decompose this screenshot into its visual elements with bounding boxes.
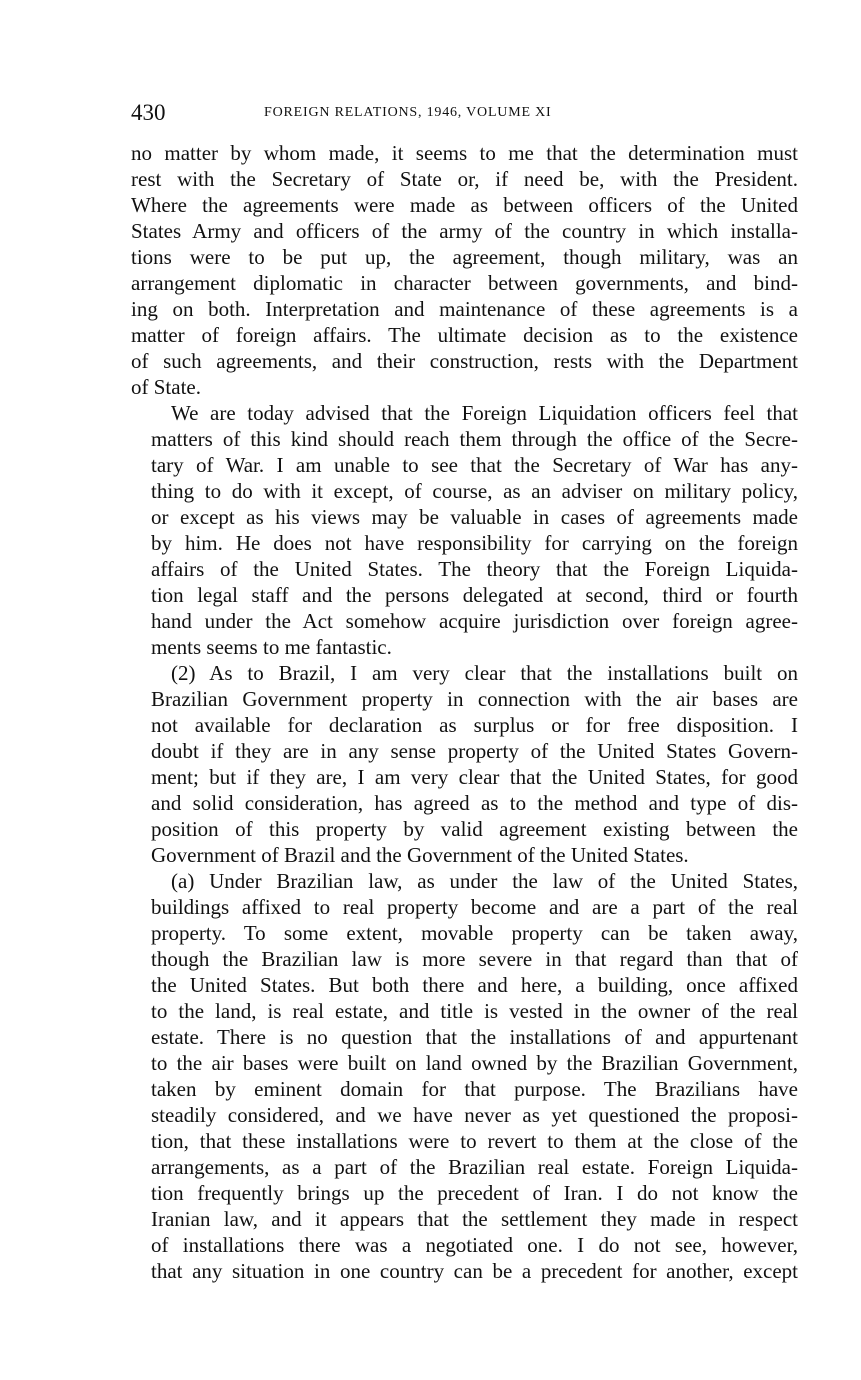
- text-line: no matter by whom made, it seems to me that the determination must: [131, 141, 798, 165]
- text-line: the United States. But both there and here, a building, once affixed: [151, 973, 798, 997]
- text-line: Iranian law, and it appears that the settlement they made in respect: [151, 1207, 798, 1231]
- text-line: tary of War. I am unable to see that the Secretary of War has any-: [151, 453, 798, 477]
- body-text: [131, 140, 798, 1284]
- text-line: (2) As to Brazil, I am very clear that the installations built on: [171, 661, 798, 685]
- text-line: Government of Brazil and the Government of the United States.: [151, 843, 689, 867]
- text-line: matter of foreign affairs. The ultimate decision as to the existence: [131, 323, 798, 347]
- text-line: rest with the Secretary of State or, if need be, with the President.: [131, 167, 798, 191]
- text-line: by him. He does not have responsibility for carrying on the foreign: [151, 531, 798, 555]
- text-line: tions were to be put up, the agreement, though military, was an: [131, 245, 798, 269]
- text-line: affairs of the United States. The theory that the Foreign Liquida-: [151, 557, 798, 581]
- running-title: FOREIGN RELATIONS, 1946, VOLUME XI: [264, 105, 552, 120]
- text-line: of installations there was a negotiated one. I do not see, however,: [151, 1233, 798, 1257]
- paragraph-2: [131, 400, 798, 660]
- text-line: though the Brazilian law is more severe in that regard than that of: [151, 947, 798, 971]
- text-line: tion frequently brings up the precedent of Iran. I do not know the: [151, 1181, 798, 1205]
- text-line: ments seems to me fantastic.: [151, 635, 392, 659]
- paragraph-3: [131, 660, 798, 868]
- document-page: [131, 98, 798, 1284]
- text-line: property. To some extent, movable property can be taken away,: [151, 921, 798, 945]
- text-line: tion, that these installations were to revert to them at the close of the: [151, 1129, 798, 1153]
- text-line: ment; but if they are, I am very clear that the United States, for good: [151, 765, 798, 789]
- page-header: [131, 98, 798, 132]
- text-line: thing to do with it except, of course, as an adviser on military policy,: [151, 479, 798, 503]
- text-line: matters of this kind should reach them through the office of the Secre-: [151, 427, 798, 451]
- text-line: (a) Under Brazilian law, as under the law of the United States,: [171, 869, 798, 893]
- text-line: not available for declaration as surplus or for free disposition. I: [151, 713, 798, 737]
- text-line: buildings affixed to real property become and are a part of the real: [151, 895, 798, 919]
- text-line: estate. There is no question that the installations of and appurtenant: [151, 1025, 798, 1049]
- text-line: of State.: [131, 375, 201, 399]
- text-line: hand under the Act somehow acquire jurisdiction over foreign agree-: [151, 609, 798, 633]
- text-line: to the air bases were built on land owned by the Brazilian Government,: [151, 1051, 798, 1075]
- text-line: and solid consideration, has agreed as to the method and type of dis-: [151, 791, 798, 815]
- text-line: doubt if they are in any sense property of the United States Govern-: [151, 739, 798, 763]
- text-line: Where the agreements were made as between officers of the United: [131, 193, 798, 217]
- text-line: of such agreements, and their construction, rests with the Department: [131, 349, 798, 373]
- text-line: position of this property by valid agreement existing between the: [151, 817, 798, 841]
- text-line: taken by eminent domain for that purpose. The Brazilians have: [151, 1077, 798, 1101]
- page-number: 430: [131, 100, 166, 125]
- text-line: that any situation in one country can be a precedent for another, except: [151, 1259, 798, 1283]
- text-line: to the land, is real estate, and title is vested in the owner of the real: [151, 999, 798, 1023]
- text-line: arrangements, as a part of the Brazilian real estate. Foreign Liquida-: [151, 1155, 798, 1179]
- paragraph-4: [131, 868, 798, 1284]
- text-line: States Army and officers of the army of the country in which installa-: [131, 219, 798, 243]
- text-line: steadily considered, and we have never as yet questioned the proposi-: [151, 1103, 798, 1127]
- text-line: tion legal staff and the persons delegated at second, third or fourth: [151, 583, 798, 607]
- paragraph-1: [131, 140, 798, 400]
- text-line: arrangement diplomatic in character between governments, and bind-: [131, 271, 798, 295]
- text-line: or except as his views may be valuable in cases of agreements made: [151, 505, 798, 529]
- text-line: ing on both. Interpretation and maintenance of these agreements is a: [131, 297, 798, 321]
- text-line: We are today advised that the Foreign Liquidation officers feel that: [171, 401, 798, 425]
- text-line: Brazilian Government property in connection with the air bases are: [151, 687, 798, 711]
